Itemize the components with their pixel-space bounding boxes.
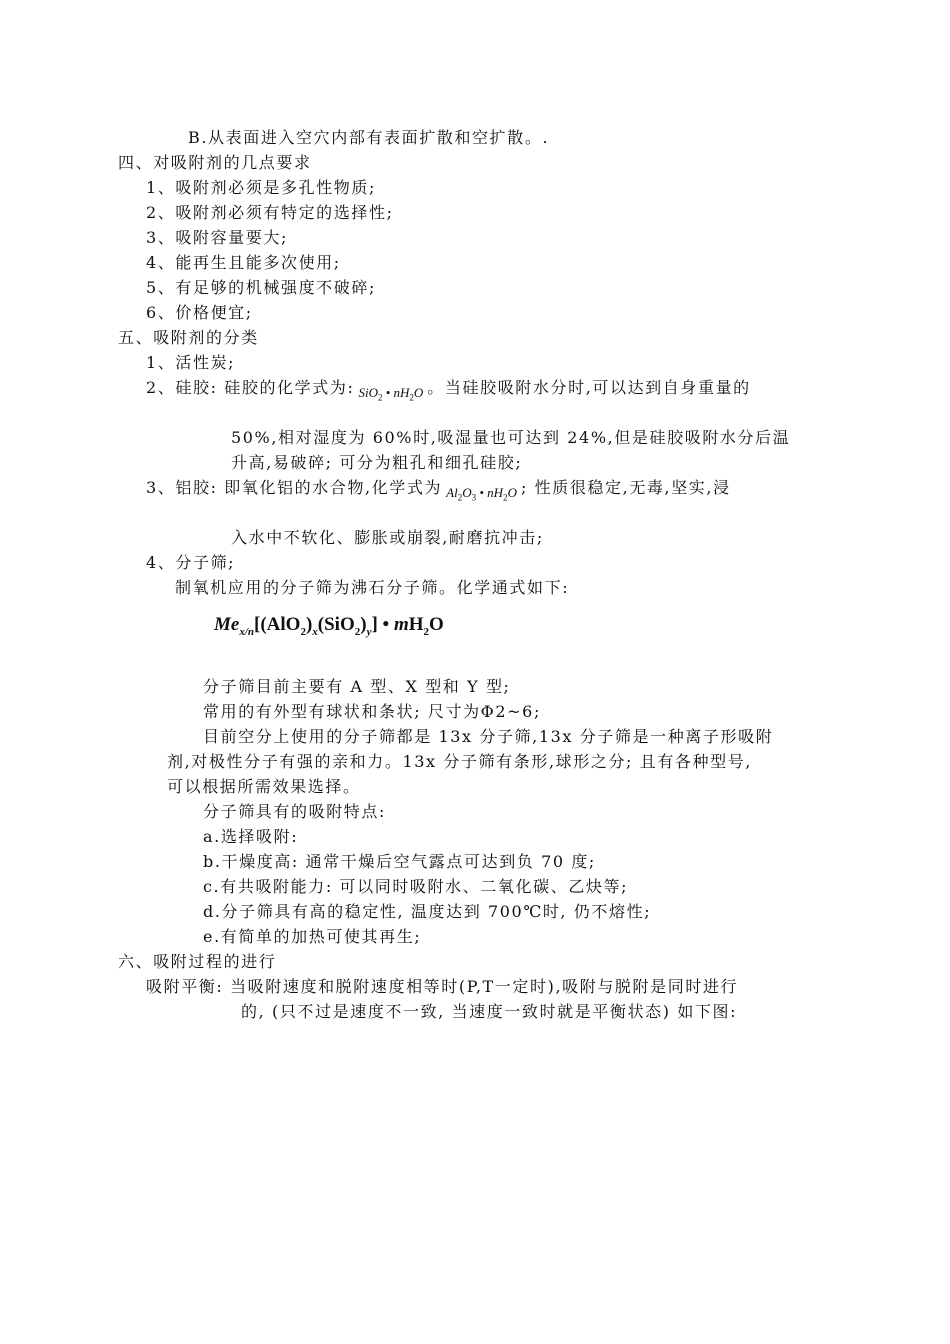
list-item: 4、能再生且能多次使用;	[146, 253, 341, 272]
section-heading: 五、吸附剂的分类	[118, 328, 259, 347]
list-item: e.有简单的加热可使其再生;	[203, 927, 422, 946]
list-item: 4、分子筛;	[146, 553, 236, 572]
list-item: 5、有足够的机械强度不破碎;	[146, 278, 376, 297]
text-line: 分子筛具有的吸附特点:	[203, 802, 386, 821]
text-line: 的, (只不过是速度不一致, 当速度一致时就是平衡状态) 如下图:	[241, 1002, 738, 1021]
text-line: 剂,对极性分子有强的亲和力。13x 分子筛有条形,球形之分; 且有各种型号,	[167, 752, 753, 771]
text-line: 分子筛目前主要有 A 型、X 型和 Y 型;	[203, 677, 511, 696]
list-item: 6、价格便宜;	[146, 303, 253, 322]
text-line: 目前空分上使用的分子筛都是 13x 分子筛,13x 分子筛是一种离子形吸附	[203, 727, 774, 746]
list-item: d.分子筛具有高的稳定性, 温度达到 700℃时, 仍不熔性;	[203, 902, 652, 921]
text-line: 升高,易破碎; 可分为粗孔和细孔硅胶;	[231, 453, 523, 472]
silica-formula: SiO2 • nH2O	[358, 385, 424, 403]
zeolite-formula: $Me_{x/n}[(AlO_2)_x(SiO_2)_y]$ • $mH_2O$	[214, 614, 444, 638]
alumina-formula: Al2O3 • nH2O	[446, 485, 517, 503]
text-span: 2、硅胶: 硅胶的化学式为:	[146, 378, 355, 397]
text-line: 常用的有外型有球状和条状; 尺寸为Φ2~6;	[203, 702, 541, 721]
list-item: a.选择吸附:	[203, 827, 299, 846]
text-span: ; 性质很稳定,无毒,坚实,浸	[520, 478, 731, 497]
section-heading: 六、吸附过程的进行	[118, 952, 277, 971]
text-line: 可以根据所需效果选择。	[167, 777, 361, 796]
text-span: 。当硅胶吸附水分时,可以达到自身重量的	[427, 378, 751, 397]
text-span: 3、铝胶: 即氧化铝的水合物,化学式为	[146, 478, 443, 497]
text-line: 50%,相对湿度为 60%时,吸湿量也可达到 24%,但是硅胶吸附水分后温	[231, 428, 791, 447]
text-line: B.从表面进入空穴内部有表面扩散和空扩散。.	[188, 128, 550, 147]
text-line: 入水中不软化、膨胀或崩裂,耐磨抗冲击;	[231, 528, 544, 547]
list-item: 2、吸附剂必须有特定的选择性;	[146, 203, 394, 222]
list-item: c.有共吸附能力: 可以同时吸附水、二氧化碳、乙炔等;	[203, 877, 629, 896]
list-item: 1、活性炭;	[146, 353, 236, 372]
list-item	[146, 478, 731, 504]
text-line: 吸附平衡: 当吸附速度和脱附速度相等时(P,T一定时),吸附与脱附是同时进行	[146, 977, 739, 996]
list-item: b.干燥度高: 通常干燥后空气露点可达到负 70 度;	[203, 852, 596, 871]
text-line: 制氧机应用的分子筛为沸石分子筛。化学通式如下:	[175, 578, 570, 597]
list-item: 3、吸附容量要大;	[146, 228, 288, 247]
list-item: 1、吸附剂必须是多孔性物质;	[146, 178, 376, 197]
list-item	[146, 378, 751, 404]
section-heading: 四、对吸附剂的几点要求	[118, 153, 312, 172]
